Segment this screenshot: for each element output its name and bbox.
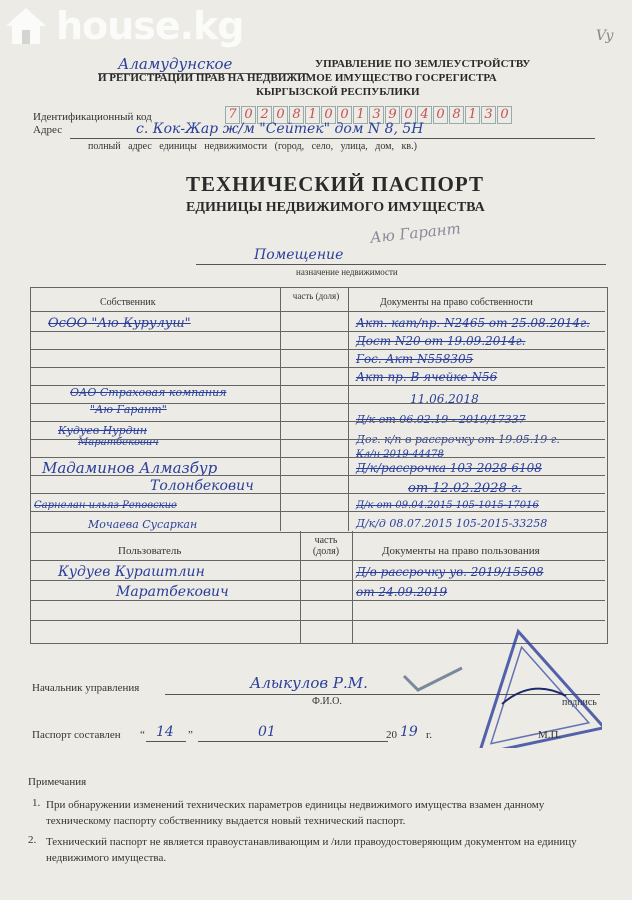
house-icon	[4, 4, 48, 48]
owner-name: ОАО Страховая компания	[70, 386, 227, 399]
owner-name: Сарнелан ильяз Реповские	[34, 500, 177, 511]
owners-row-rule	[31, 331, 605, 332]
owner-name: Кудуев Нурдин	[58, 424, 147, 437]
address-label: Адрес	[33, 124, 63, 136]
stamp-caption: М.П.	[538, 729, 562, 741]
id-code-boxes: 7 0 2 0 8 1 0 0 1 3 9 0 4 0 8 1 3 0	[225, 105, 513, 124]
owner-document: Д/к от 06.02.19 - 2019/17337	[356, 413, 526, 426]
corner-mark: Vy	[596, 28, 614, 44]
users-row-rule	[31, 600, 605, 601]
owners-header-share: часть (доля)	[292, 291, 340, 301]
users-header-rule	[31, 560, 605, 561]
notes-title: Примечания	[28, 776, 87, 788]
owner-document: Дост N20 от 19.09.2014г.	[356, 334, 526, 348]
owners-row-rule	[31, 403, 605, 404]
header-line1: УПРАВЛЕНИЕ ПО ЗЕМЛЕУСТРОЙСТВУ	[315, 58, 531, 70]
users-header-documents: Документы на право пользования	[382, 545, 540, 557]
address-value: с. Кок-Жар ж/м "Сейтек" дом N 8, 5Н	[136, 121, 424, 137]
signature-label: Начальник управления	[32, 682, 140, 694]
owner-name: Толонбекович	[150, 478, 254, 494]
owner-document: Кл/н 2019-44478	[356, 449, 444, 460]
owner-document: Д/к/д 08.07.2015 105-2015-33258	[356, 517, 548, 530]
id-code-label: Идентификационный код	[33, 111, 152, 123]
compiled-year-prefix: 20	[386, 729, 397, 741]
address-caption: полный адрес единицы недвижимости (город, село, улица, дом, кв.)	[88, 141, 417, 152]
users-header-share: часть (доля)	[312, 535, 340, 557]
purpose-value: Помещение	[254, 247, 344, 263]
owners-row-rule	[31, 367, 605, 368]
fio-caption: Ф.И.О.	[312, 696, 342, 707]
owners-row-rule	[31, 385, 605, 386]
stamp-seal	[462, 626, 602, 748]
watermark	[4, 4, 244, 48]
owners-header-rule	[31, 311, 605, 312]
owner-name: Маратбекович	[78, 437, 159, 448]
day-underline	[146, 741, 186, 742]
district-handwritten: Аламудунское	[118, 55, 233, 73]
owner-name: Мочаева Сусаркан	[88, 518, 198, 531]
user-name: Кудуев Кураштлин	[58, 564, 205, 580]
users-row-rule	[31, 580, 605, 581]
owner-document: Дог. к/п в рассрочку от 19.05.19 г.	[356, 433, 560, 446]
owner-document: Д/к/рассрочка 103-2028-6108	[356, 461, 542, 475]
compiled-month: 01	[258, 724, 276, 740]
note-number: 1.	[32, 797, 41, 809]
quote-close: ”	[188, 729, 193, 741]
owner-document: 11.06.2018	[410, 392, 479, 406]
owners-header-documents: Документы на право собственности	[380, 297, 533, 308]
owners-col-divider-1	[280, 287, 281, 531]
users-header-user: Пользователь	[118, 545, 182, 557]
user-document: от 24.09.2019	[356, 585, 448, 599]
title-main: ТЕХНИЧЕСКИЙ ПАСПОРТ	[186, 172, 484, 196]
owners-row-rule	[31, 439, 605, 440]
title-handwritten-note: Аю Гарант	[369, 219, 462, 247]
owner-name: Мадаминов Алмазбур	[42, 459, 218, 477]
owners-col-divider-2	[348, 287, 349, 531]
user-name: Маратбекович	[116, 584, 229, 600]
purpose-caption: назначение недвижимости	[296, 267, 398, 277]
compiled-year: 19	[400, 724, 418, 740]
compiled-year-end: г.	[426, 729, 433, 741]
owners-row-rule	[31, 511, 605, 512]
owners-row-rule	[31, 421, 605, 422]
compiled-label: Паспорт составлен	[32, 729, 121, 741]
owner-document: от 12.02.2028 г.	[408, 481, 522, 496]
address-underline	[70, 138, 595, 139]
header-line3: КЫРГЫЗСКОЙ РЕСПУБЛИКИ	[256, 86, 420, 98]
owners-row-rule	[31, 457, 605, 458]
owner-document: Акт пр. В ячейке N56	[356, 370, 498, 384]
user-document: Д/в рассрочку ув. 2019/15508	[356, 565, 544, 579]
watermark-text: house.kg	[56, 4, 244, 48]
owners-row-rule	[31, 349, 605, 350]
users-row-rule	[31, 620, 605, 621]
owner-name: ОсОО "Аю-Курулуш"	[48, 316, 191, 331]
users-col-divider-2	[352, 531, 353, 643]
month-underline	[198, 741, 388, 742]
owners-row-rule	[31, 493, 605, 494]
owners-row-rule	[31, 475, 605, 476]
owner-document: Акт. кат/пр. N2465 от 25.08.2014г.	[356, 316, 590, 330]
owners-header-owner: Собственник	[100, 297, 156, 308]
header-line2: И РЕГИСТРАЦИИ ПРАВ НА НЕДВИЖИМОЕ ИМУЩЕСТВО ГОСРЕГИСТРА	[98, 72, 497, 84]
note-number: 2.	[28, 834, 37, 846]
purpose-underline	[196, 264, 606, 265]
quote-open: “	[140, 729, 145, 741]
checkmark-signature	[400, 664, 468, 694]
chief-name: Алыкулов Р.М.	[250, 674, 368, 692]
owner-document: Гос. Акт N558305	[356, 352, 474, 366]
compiled-day: 14	[156, 724, 174, 740]
note-text: При обнаружении изменений технических параметров единицы недвижимого имущества взамен данному техническому паспорту собственнику выдается новый технический паспорт.	[46, 799, 545, 827]
note-text: Технический паспорт не является правоустанавливающим и /или правоудостоверяющим документом на единицу недвижимого имущества.	[46, 836, 577, 864]
users-col-divider-1	[300, 531, 301, 643]
sign-caption: подпись	[562, 697, 597, 708]
owner-name: "Аю Гарант"	[90, 403, 167, 416]
title-sub: ЕДИНИЦЫ НЕДВИЖИМОГО ИМУЩЕСТВА	[186, 200, 485, 215]
owner-document: Д/к от 09.04.2015 105-1015-17016	[356, 500, 539, 511]
